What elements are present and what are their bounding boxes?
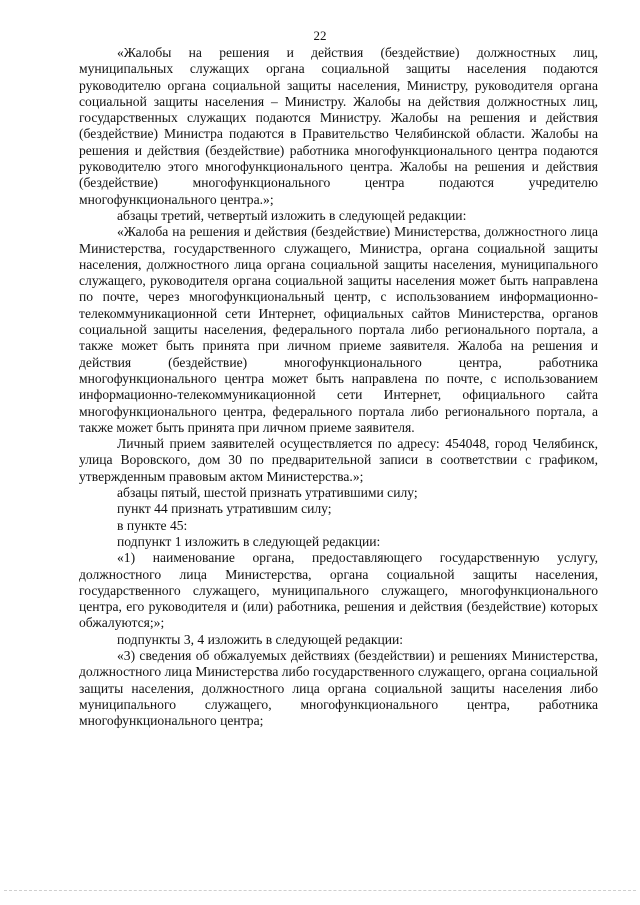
paragraph-complaint-submission: «Жалоба на решения и действия (бездействие) Министерства, должностного лица Министерства, государственного служащего, Министра, органа социальной защиты населения, должностного лица органа социальной защиты населения, муниципального служащего, руководителя органа социальной защиты населения может быть направлена по почте, через многофункциональный центр, с использованием информационно-телекоммуникационной сети Интернет, официальных сайтов Министерства, органов социальной защиты населения, федерального портала либо регионального портала, а также может быть принята при личном приеме заявителя. Жалоба на решения и действия (бездействие) многофункционального центра, работника многофункционального центра может быть направлена по почте, с использованием информационно-телекоммуникационной сети Интернет, официального сайта многофункционального центра, федерального портала либо регионального портала, а также может быть принята при личном приеме заявителя. bbox=[79, 224, 598, 435]
page-number: 22 bbox=[313, 28, 327, 43]
paragraph-personal-reception: Личный прием заявителей осуществляется по адресу: 454048, город Челябинск, улица Воровского, дом 30 по предварительной записи в соответствии с графиком, утвержденным правовым актом Министерства.»; bbox=[79, 436, 598, 484]
paragraph-subitem-3-text: «3) сведения об обжалуемых действиях (бездействии) и решениях Министерства, должностного лица Министерства либо государственного служащего, органа социальной защиты населения, должностного лица органа социальной защиты населения либо муниципального служащего, многофункционального центра, работника многофункционального центра; bbox=[79, 647, 598, 729]
paragraph-complaints-addressees: «Жалобы на решения и действия (бездействие) должностных лиц, муниципальных служащих органа социальной защиты населения подаются руководителю органа социальной защиты населения, Министру, руководителя органа социальной защиты населения – Министру. Жалобы на действия должностных лиц, государственных служащих подаются Министру. Жалобы на решения и действия (бездействие) Министра подаются в Правительство Челябинской области. Жалобы на решения и действия (бездействие) работника многофункционального центра подаются руководителю этого многофункционального центра. Жалобы на решения и действия (бездействие) многофункционального центра подаются учредителю многофункционального центра.»; bbox=[79, 45, 598, 207]
paragraph-subitem-1-text: «1) наименование органа, предоставляющего государственную услугу, должностного лица Министерства, органа социальной защиты населения, государственного служащего, муниципального служащего, многофункционального центра, его руководителя и (или) работника, решения и действия (бездействие) которых обжалуются;»; bbox=[79, 550, 598, 631]
paragraph-subitems-3-4-intro: подпункты 3, 4 изложить в следующей редакции: bbox=[117, 631, 404, 647]
paragraph-subitem-1-intro: подпункт 1 изложить в следующей редакции: bbox=[117, 533, 381, 549]
document-body bbox=[79, 45, 598, 729]
scan-bottom-edge bbox=[4, 890, 636, 891]
paragraph-repeal-item-44: пункт 44 признать утратившим силу; bbox=[117, 501, 332, 517]
paragraph-amend-third-fourth: абзацы третий, четвертый изложить в следующей редакции: bbox=[117, 207, 467, 223]
paragraph-repeal-fifth-sixth: абзацы пятый, шестой признать утратившими силу; bbox=[117, 485, 418, 501]
paragraph-item-45: в пункте 45: bbox=[117, 517, 188, 533]
